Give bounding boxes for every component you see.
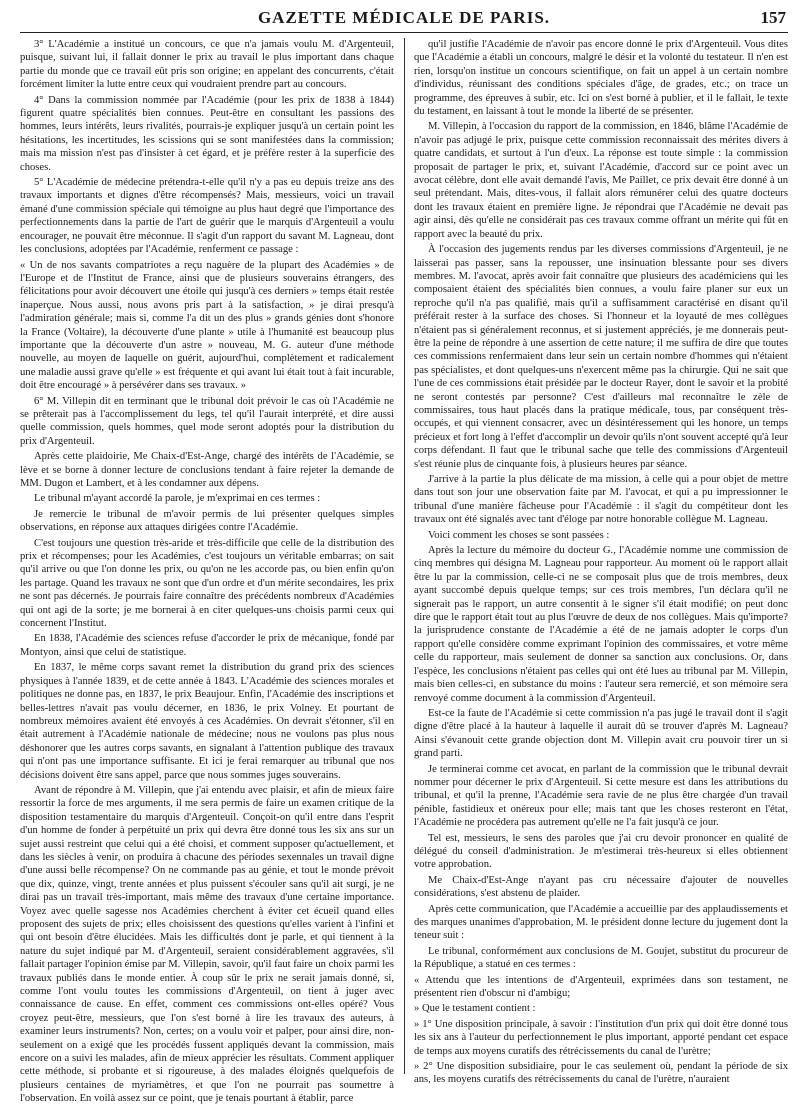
paragraph: Je terminerai comme cet avocat, en parlant de la commission que le tribunal devrait nommer pour décerner le prix d'Argenteuil. Si cette mesure est dans les attributions du tribunal, et qu'il la prenne, l'Académie sera ravie de ne plus être chargée d'un travail pénible, fastidieux et onéreux pour elle; mais tant que les choses resteront en l'état, l'Académie ne procédera pas autrement qu'elle ne l'a fait jusqu'à ce jour. [414,763,788,829]
text-columns [20,38,788,1105]
paragraph: Je remercie le tribunal de m'avoir permis de lui présenter quelques simples observations, en réponse aux attaques dirigées contre l'Académie. [20,508,394,534]
paragraph: « Attendu que les intentions de d'Argenteuil, exprimées dans son testament, ne présentent rien d'obscur ni d'ambigu; [414,974,788,1000]
paragraph: » Que le testament contient : [414,1003,536,1015]
page-number: 157 [760,8,786,27]
paragraph: » 2° Une disposition subsidiaire, pour le cas seulement où, pendant la période de six ans, les moyens curatifs des rétrécissements du canal de l'urètre, n'auraient [414,1061,788,1086]
paragraph: 6° M. Villepin dit en terminant que le tribunal doit prévoir le cas où l'Académie ne se prêterait pas à l'accomplissement du legs, tel qu'il l'aurait interprété, et dire aussi quelle commission, quels hommes, quel mode seront adoptés pour la distribution du prix d'Argenteuil. [20,395,394,447]
paragraph: 5° L'Académie de médecine prétendra-t-elle qu'il n'y a pas eu depuis treize ans des travaux importants et dignes d'être récompensés? Mais, messieurs, voici un travail émané d'une commission spéciale qui témoigne au plus haut degré que l'importance des perfectionnements dans la partie de l'art de guérir que le marquis d'Argenteuil a voulu encourager, ne pouvait être méconnue. Il s'agit d'un rapport du savant M. Lagneau, dont les conclusions, adoptées par l'Académie, renferment ce passage : [20,177,394,256]
paragraph: 4° Dans la commission nommée par l'Académie (pour les prix de 1838 à 1844) figurent quatre spécialités bien connues. Peut-être en consultant les passions des hommes, leurs intérêts, leurs rivalités, pourrais-je expliquer jusqu'à un certain point les hésitations, les incertitudes, les scissions qui se sont manifestées dans la commission; mais ma mission n'est pas d'insister à cet égard, et je préfère rester à la superficie des choses. [20,94,394,173]
paragraph: 3° L'Académie a institué un concours, ce que n'a jamais voulu M. d'Argenteuil, puisque, suivant lui, il fallait donner le prix au travail le plus important dans chaque partie du monde que ce travail eût pris son origine; en appelant des concurrents, c'était forcément limiter la lutte entre ceux qui voudraient prendre part au concours. [20,39,394,91]
journal-page [20,6,788,1105]
paragraph: Le tribunal m'ayant accordé la parole, je m'exprimai en ces termes : [34,493,321,505]
right-column [414,38,788,1086]
paragraph: Le tribunal, conformément aux conclusions de M. Goujet, substitut du procureur de la République, a statué en ces termes : [414,945,788,971]
paragraph: Après cette communication, que l'Académie a accueillie par des applaudissements et des marques unanimes d'approbation, M. le président donne lecture du jugement dont la teneur suit : [414,903,788,942]
paragraph: Voici comment les choses se sont passées : [428,529,610,541]
paragraph: À l'occasion des jugements rendus par les diverses commissions d'Argenteuil, je ne laisserai pas passer, sans la repousser, une insinuation blessante pour ses divers membres. M. l'avocat, après avoir fait connaître que plusieurs des académiciens qui les composaient étaient des spécialités bien connues, a voulu faire planer sur eux un reproche qu'il n'a pas qualifié, mais qu'il a suffisamment caractérisé en disant qu'il préférait rester à la surface des choses. Si l'honneur et la loyauté de mes collègues n'étaient pas si généralement reconnus, et si justement appréciés, je me donnerais peut-être la peine de répondre à une assertion de cette nature; il me suffira de dire que toutes ces commissions renfermaient dans leur sein un certain nombre d'hommes qui n'étaient pas spécialistes, et dont quelques-uns n'exercent même pas la chirurgie. Qui ne sait que l'une de ces commissions était présidée par le docteur Rayer, dont le savoir et la probité ne seront contestés par personne? C'est d'ailleurs mal reconnaître le zèle de commissaires, tous haut placés dans la pratique médicale, tous, par conséquent très-occupés, et qui viennent consacrer, avec un désintéressement qui les honore, un temps précieux et fort long à l'effet d'accomplir un devoir qu'ils n'ont souvent accepté qu'à leur corps défendant. Il faut que le tribunal sache que telle des commissions d'Argenteuil s'est réunie plus de cinquante fois, à plusieurs heures par séance. [414,244,788,470]
running-title: GAZETTE MÉDICALE DE PARIS. [257,8,551,27]
left-column [20,38,394,1105]
page-header [20,6,788,33]
paragraph: En 1838, l'Académie des sciences refuse d'accorder le prix de mécanique, fondé par Montyon, ainsi que celui de statistique. [20,633,394,658]
column-rule [404,38,405,1074]
paragraph: Avant de répondre à M. Villepin, que j'ai entendu avec plaisir, et afin de mieux faire ressortir la force de mes arguments, il me sera permis de faire un examen critique de la disposition testamentaire du marquis d'Argenteuil. Conçoit-on qu'il entre dans l'esprit d'un homme de fonder à perpétuité un prix qui devra être donné tous les six ans sur un sujet aussi restreint que celui qui a été choisi, et comment supposer qu'actuellement, et dans les siècles à venir, on produira à chacune des périodes sexennales un travail digne d'une aussi belle récompense? On ne commande pas au génie, et tout le monde prévoit que dix, quinze, vingt, trente années et plus puissent s'écouler sans qu'il ait surgi, je ne dirai pas un travail très-important, mais même des travaux d'une certaine importance. Voyez avec quelle sagesse nos Académies cherchent à éviter cet écueil quand elles proposent des sujets de prix; elles choisissent des questions qu'elles varient à l'infini et qui ont besoin d'être élucidées. Mais les difficultés dont je parle, et qui tiennent à la nature du sujet indiqué par M. d'Argenteuil, seraient considérablement aggravées, s'il fallait partager l'opinion émise par M. Villepin, savoir, qu'il faut faire un choix parmi les travaux publiés dans le monde entier. À coup sûr le prix ne serait jamais donné, si, comme l'ont voulu toutes les commissions d'Argenteuil, on tient à juger avec connaissance de cause. En effet, comment ces commissions ont-elles opéré? Vous croyez peut-être, messieurs, que l'on s'est borné à lire les travaux des auteurs, à examiner leurs instruments? Non, certes; on a voulu voir et palper, pour ainsi dire, non-seulement on a exigé que les procédés fussent appliqués devant la commission, mais encore on a suivi les malades, afin de mieux apprécier les résultats. Comment appliquer cette méthode, si probante et si rigoureuse, à des malades éloignés quelquefois de plusieurs centaines de myriamètres, et que l'on ne pourrait pas soumettre à l'observation. En voilà assez sur ce point, que je tenais pourtant à établir, parce [20,784,394,1105]
paragraph: qu'il justifie l'Académie de n'avoir pas encore donné le prix d'Argenteuil. Vous dites que l'Académie a établi un concours, malgré le désir et la volonté du testateur. Il n'en est rien, lorsqu'on institue un concours scientifique, on fait un appel à un certain nombre d'individus, réunissant des conditions spéciales d'âge, de grades, etc.; on trace un programme, des épreuves à subir, etc. Ici on s'est borné à publier, et il le fallait, le texte du testament, en laissant à tout le monde la liberté de se présenter. [414,39,788,118]
paragraph: Après cette plaidoirie, Me Chaix-d'Est-Ange, chargé des intérêts de l'Académie, se lève et se borne à donner lecture de conclusions tendant à faire rejeter la demande de MM. Dugon et Lambert, et à les condamner aux dépens. [20,451,394,489]
paragraph: Me Chaix-d'Est-Ange n'ayant pas cru nécessaire d'ajouter de nouvelles considérations, s'est abstenu de plaider. [414,874,788,900]
paragraph: M. Villepin, à l'occasion du rapport de la commission, en 1846, blâme l'Académie de n'avoir pas adjugé le prix, puisque cette commission reconnaissait des mérites divers à quatre candidats, et surtout à l'un d'eux. La réponse est toute simple : la commission proposait de partager le prix, et, suivant l'Académie, d'accord sur ce point avec un avocat célèbre, dont elle avait demandé l'avis, Me Paillet, ce prix devait être donné à un seul prétendant. Mais, dites-vous, il fallait alors rémunérer celui des quatre docteurs dont les travaux étaient en première ligne. Je répondrai que l'Académie ne devait pas agir ainsi, dès qu'elle ne considérait pas ces travaux comme offrant un mérite qui fût en rapport avec la beauté du prix. [414,121,788,240]
paragraph: Est-ce la faute de l'Académie si cette commission n'a pas jugé le travail dont il s'agit digne d'être placé à la hauteur à laquelle il aurait dû se trouver d'après M. Lagneau? Ainsi s'évanouit cette grande objection dont M. Villepin avait cru pouvoir tirer un si grand parti. [414,707,788,760]
paragraph: Tel est, messieurs, le sens des paroles que j'ai cru devoir prononcer en qualité de délégué du conseil d'administration. Je m'estimerai très-heureux si elles obtiennent votre approbation. [414,832,788,871]
paragraph: Après la lecture du mémoire du docteur G., l'Académie nomme une commission de cinq membres qui désigna M. Lagneau pour rapporteur. Au moment où le rapport allait être lu par la commission, celle-ci ne se composait plus que de trois membres, deux ayant succombé depuis quelque temps; sur ces trois membres, l'un déclara qu'il ne signerait pas le rapport, un autre consentit à le signer s'il était modifié; on peut donc dire que le rapport était tout au plus l'œuvre de deux de nos collègues. Mais qu'importe? la jurisprudence constante de l'Académie a été de ne jamais adopter le corps d'un rapport qu'elle considère comme exprimant l'opinion des commissaires, et votre même celle du rapporteur, mais seulement de donner sa sanction aux conclusions. Or, dans l'espèce, les conclusions n'étaient pas celles qui ont été lues au tribunal par M. Villepin, mais bien celles-ci, en substance du moins : l'auteur sera remercié, et son mémoire sera renvoyé comme document à la commission d'Argenteuil. [414,545,788,704]
paragraph: « Un de nos savants compatriotes a reçu naguère de la plupart des Académies » de l'Europe et de l'Institut de France, ainsi que de plusieurs souverains étrangers, des félicitations pour avoir découvert une étoile qui jusqu'à ces derniers » temps était restée inaperçue. Nous aussi, nous avons pris part à la satisfaction, » je dirai presqu'à l'admiration générale; mais si, comme l'a dit un des plus » grands génies dont s'honore la France (Voltaire), la découverte d'une plante » utile à l'humanité est beaucoup plus importante que la découverte d'un astre » nouveau, M. G. auteur d'une méthode nouvelle, au moyen de laquelle on guérit, aujourd'hui, complètement et radicalement une maladie aussi grave qu'elle » est fréquente et qui avant lui était tout à fait incurable, doit être encouragé » à persévérer dans ses travaux. » [20,259,394,392]
paragraph: J'arrive à la partie la plus délicate de ma mission, à celle qui a pour objet de mettre dans tout son jour une observation faite par M. l'avocat, et qui a pu impressionner le tribunal d'une manière fâcheuse pour l'Académie : il s'agit du compétiteur dont les travaux ont été signalés avec tant d'éloge par notre honorable collègue M. Lagneau. [414,474,788,526]
paragraph: En 1837, le même corps savant remet la distribution du grand prix des sciences physiques à l'année 1839, et de cette année à 1843. L'Académie des sciences morales et politiques ne donne pas, en 1837, le prix Beaujour. Enfin, l'Académie des inscriptions et belles-lettres n'avait pas voulu décerner, en 1836, le prix Volney. Et pourtant de nombreux mémoires avaient été envoyés à ces Académies. On devrait s'étonner, s'il en était autrement à l'Académie nationale de médecine; nous ne voulons pas plus nous déshonorer que les autres corps savants, en signalant à l'attention publique des travaux qui n'ont pas une importance suffisante. Et ici je ferai remarquer au tribunal que nos décisions doivent être sans appel, parce que nous sommes juges souverains. [20,662,394,781]
paragraph: » 1° Une disposition principale, à savoir : l'institution d'un prix qui doit être donné tous les six ans à l'auteur du perfectionnement le plus important, apporté pendant cet espace de temps aux moyens curatifs des rétrécissements du canal de l'urètre; [414,1018,788,1057]
paragraph: C'est toujours une question très-aride et très-difficile que celle de la distribution des prix et récompenses; pour les Académies, c'est toujours un véritable embarras; on sait qu'il arrive ou que l'on donne les prix, ou qu'on ne les accorde pas, ou bien enfin qu'on les partage. Quand les travaux ne sont que d'un ordre et d'un mérite secondaires, les prix ne sont pas décernés. Je pourrais faire connaître des précédents nombreux d'Académies qui ont agi de la sorte; je me bornerai à en citer quelques-uns choisis parmi ceux qui concernent l'Institut. [20,537,394,630]
